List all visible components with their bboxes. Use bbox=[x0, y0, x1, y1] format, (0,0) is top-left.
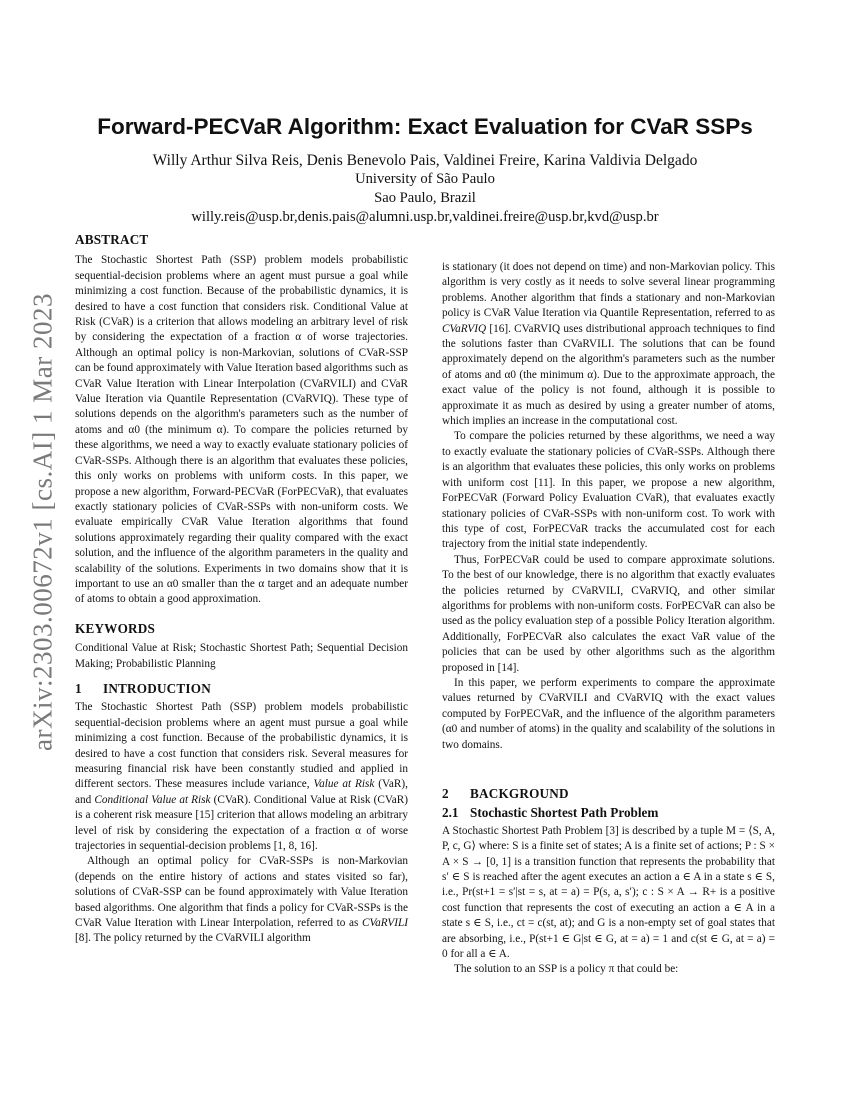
intro-heading bbox=[75, 681, 408, 696]
right-column bbox=[442, 260, 775, 978]
abstract-heading: ABSTRACT bbox=[75, 232, 149, 247]
intro-paragraph-2-cont: is stationary (it does not depend on time) and non-Markovian policy. This algorithm is very costly as it needs to solve several linear programming problems. Another algorithm that finds a stationary and non-Markovian policy is CVaR Value Iteration via Quantile Representation, referred to as CVaRVIQ [16]. CVaRVIQ uses distributional approach techniques to find the solutions faster than CVaRVILI. The solutions that can be found approximately depend on the algorithm's parameters such as the number of atoms and α0 (the minimum α). Due to the approximate approach, the exact value of the policy is not found, although it is possible to approximate it as much as desired by using a greater number of atoms, which implies an increase in the computational cost. bbox=[442, 261, 775, 428]
intro-paragraph-1: The Stochastic Shortest Path (SSP) problem models probabilistic sequential-decision problems where an agent must pursue a goal while minimizing a cost function. Because of the probabilistic dynamics, it is desired to have a cost function that considers risk. Several measures for measuring financial risk have been constantly studied and applied in different sectors. These measures include variance, Value at Risk (VaR), and Conditional Value at Risk (CVaR). Conditional Value at Risk (CVaR) is a coherent risk measure [15] criterion that allows modeling an arbitrary level of risk by considering the expectation of a fraction α of worse trajectories in sequential-decision problems [1, 8, 16]. bbox=[75, 701, 409, 853]
abstract-text: The Stochastic Shortest Path (SSP) problem models probabilistic sequential-decision problems where an agent must pursue a goal while minimizing a cost function. Because of the probabilistic dynamics, it is desired to have a cost function that considers risk. Conditional Value at Risk (CVaR) is a criterion that allows modeling an arbitrary level of risk by considering the expectation of a fraction α of worse trajectories. Although an optimal policy is non-Markovian, solutions of CVaR-SSP can be found approximately with Value Iteration based algorithms such as CVaR Value Iteration with Linear Interpolation (CVaRVILI) and CVaR Value Iteration via Quantile Representation (CVaRVIQ). These type of solutions depends on the algorithm's parameters such as the number of atoms and α0 (the minimum α). To compare the policies returned by these algorithms, we need a way to exactly evaluate stationary policies of CVaR-SSPs. Although there is an algorithm that evaluates these policies, this only works on problems with uniform costs. In this paper, we propose a new algorithm, Forward-PECVaR (ForPECVaR), that evaluates exactly stationary policies of CVaR-SSPs with non-uniform costs. We evaluate empirically CVaR Value Iteration algorithms that found solutions approximately regarding their quality compared with the exact solution, and the influence of the algorithm parameters in the quality and scalability of the solutions. Experiments in two domains show that it is important to use an α0 smaller than the α target and an adequate number of atoms to obtain a good approximation. bbox=[75, 254, 408, 606]
author-block bbox=[70, 151, 780, 227]
arxiv-id: arXiv:2303.00672v1 [cs.AI] 1 Mar 2023 bbox=[27, 293, 58, 751]
subsection-title: Stochastic Shortest Path Problem bbox=[470, 805, 659, 821]
background-paragraph-1: A Stochastic Shortest Path Problem [3] is described by a tuple M = ⟨S, A, P, c, G⟩ where: S is a finite set of states; A is a finite set of actions; P : S × A × S → [0, 1] is a transition function that represents the probability that s′ ∈ S is reached after the agent executes an action a ∈ A in a state s ∈ S, i.e., Pr(st+1 = s′|st = s, at = a) = P(s, a, s′); c : S × A → R+ is a positive cost function that represents the cost of executing an action a ∈ A in a state s ∈ S, i.e., ct = c(st, at); and G is a non-empty set of goal states that are absorbing, i.e., P(st+1 ∈ G|st ∈ G, at = a) = 1 and c(st ∈ G, at = a) = 0 for all a ∈ A. bbox=[442, 824, 775, 961]
keywords-text: Conditional Value at Risk; Stochastic Shortest Path; Sequential Decision Making; Probabilistic Planning bbox=[75, 642, 408, 670]
arxiv-stamp bbox=[18, 262, 68, 782]
affiliation: University of São Paulo bbox=[355, 171, 495, 187]
location: Sao Paulo, Brazil bbox=[374, 190, 476, 206]
section-number: 2 bbox=[442, 786, 449, 801]
section-title: BACKGROUND bbox=[470, 786, 569, 801]
background-paragraph-2: The solution to an SSP is a policy π that could be: bbox=[454, 963, 679, 976]
intro-paragraph-5: In this paper, we perform experiments to compare the approximate values returned by CVaRVILI and CVaRVIQ with the exact values computed by ForPECVaR, and the influence of the algorithm parameters (α0 and number of atoms) in the quality and scalability of the solutions in two domains. bbox=[442, 676, 775, 751]
ssp-subheading bbox=[442, 805, 775, 820]
intro-paragraph-3: To compare the policies returned by these algorithms, we need a way to exactly evaluate the stationary policies of CVaR-SSPs. Although there is an algorithm that evaluates these policies, this only works on problems with uniform cost [11]. In this paper, we propose a new algorithm, ForPECVaR (Forward Policy Evaluation CVaR), that evaluates exactly stationary policies of CVaR-SSPs with non-uniform cost. To work with this type of cost, ForPECVaR tracks the accumulated cost for each trajectory from the initial state independently. bbox=[442, 430, 775, 551]
paper-title: Forward-PECVaR Algorithm: Exact Evaluation for CVaR SSPs bbox=[97, 114, 753, 139]
intro-paragraph-4: Thus, ForPECVaR could be used to compare approximate solutions. To the best of our knowledge, there is no algorithm that exactly evaluates the policies returned by CVaRVILI, CVaRVIQ, and other similar algorithms for problems with non-uniform costs. ForPECVaR can also be used as the policy evaluation step of a possible Policy Iteration algorithm. Additionally, ForPECVaR also calculates the exact VaR value of the policies that can be used by other algorithms such as the algorithm proposed in [14]. bbox=[442, 553, 775, 674]
left-column bbox=[75, 232, 408, 947]
intro-paragraph-2: Although an optimal policy for CVaR-SSPs is non-Markovian (depends on the entire history of actions and states visited so far), solutions of CVaR-SSP can be found approximately with Value Iteration based algorithms. One algorithm that finds a policy for CVaR-SSPs is the CVaR Value Iteration with Linear Interpolation, referred to as CVaRVILI [8]. The policy returned by the CVaRVILI algorithm bbox=[75, 855, 408, 945]
subsection-number: 2.1 bbox=[442, 805, 459, 821]
section-number: 1 bbox=[75, 680, 82, 696]
keywords-heading: KEYWORDS bbox=[75, 620, 156, 636]
author-names: Willy Arthur Silva Reis, Denis Benevolo Pais, Valdinei Freire, Karina Valdivia Delgado bbox=[152, 152, 698, 169]
author-emails: willy.reis@usp.br,denis.pais@alumni.usp.br,valdinei.freire@usp.br,kvd@usp.br bbox=[191, 209, 659, 225]
background-heading bbox=[442, 786, 775, 801]
section-title: INTRODUCTION bbox=[103, 680, 211, 696]
